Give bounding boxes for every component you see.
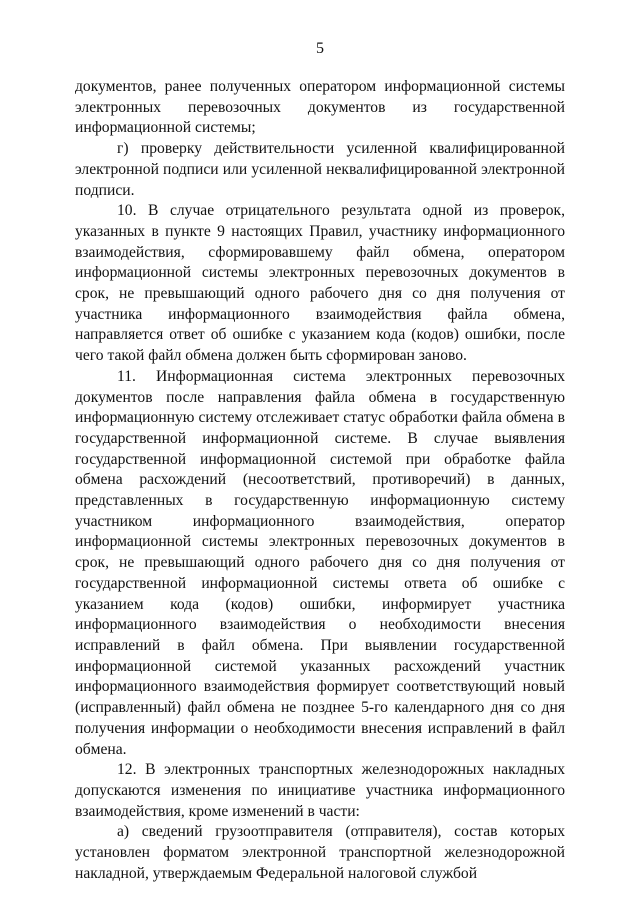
page-number: 5	[316, 40, 324, 57]
paragraph-item-a: а) сведений грузоотправителя (отправителя), состав которых установлен форматом электронной транспортной железнодорожной накладной, утверждаемым Федеральной налоговой службой	[75, 823, 565, 882]
paragraph-item-g: г) проверку действительности усиленной квалифицированной электронной подписи или усиленной неквалифицированной электронной подписи.	[75, 140, 565, 199]
paragraph-11: 11. Информационная система электронных перевозочных документов после направления файла обмена в государственную информационную систему отслеживает статус обработки файла обмена в государственной информационной системе. В случае выявления государственной информационной системой при обработке файла обмена расхождений (несоответствий, противоречий) в данных, представленных в государственную информационную систему участником информационного взаимодействия, оператор информационной системы электронных перевозочных документов в срок, не превышающий одного рабочего дня со дня получения от государственной информационной системы ответа об ошибке с указанием кода (кодов) ошибки, информирует участника информационного взаимодействия о необходимости внесения исправлений в файл обмена. При выявлении государственной информационной системой указанных расхождений участник информационного взаимодействия формирует соответствующий новый (исправленный) файл обмена не позднее 5-го календарного дня со дня получения информации о необходимости внесения исправлений в файл обмена.	[75, 367, 565, 758]
paragraph-continuation: документов, ранее полученных оператором информационной системы электронных перевозочных документов из государственной информационной системы;	[75, 78, 565, 137]
paragraph-12: 12. В электронных транспортных железнодорожных накладных допускаются изменения по инициативе участника информационного взаимодействия, кроме изменений в части:	[75, 761, 565, 820]
document-body	[75, 77, 565, 884]
paragraph-10: 10. В случае отрицательного результата одной из проверок, указанных в пункте 9 настоящих Правил, участнику информационного взаимодействия, сформировавшему файл обмена, оператором информационной системы электронных перевозочных документов в срок, не превышающий одного рабочего дня со дня получения от участника информационного взаимодействия файла обмена, направляется ответ об ошибке с указанием кода (кодов) ошибки, после чего такой файл обмена должен быть сформирован заново.	[75, 202, 565, 365]
